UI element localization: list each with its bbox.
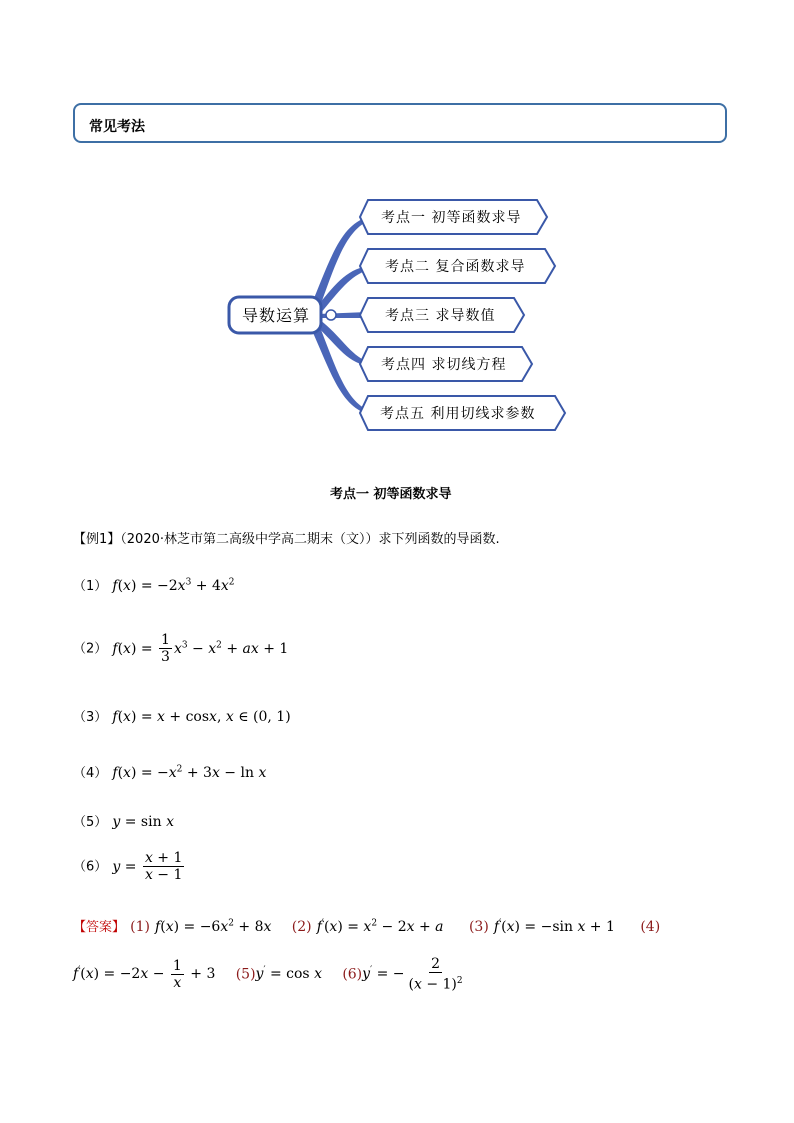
problem-2-label: （2） — [73, 641, 108, 657]
answer-1-formula: $f(x) = -6x^2 + 8x$ — [155, 918, 272, 935]
problem-4 — [73, 762, 266, 781]
answer-line-2 — [73, 956, 467, 993]
problem-5-label: （5） — [73, 815, 108, 830]
mindmap-branch-1: 考点一 初等函数求导 — [381, 210, 522, 226]
mindmap-branch-5: 考点五 利用切线求参数 — [380, 406, 536, 422]
answer-label: 【答案】 — [73, 920, 126, 935]
problem-1 — [73, 575, 235, 594]
problem-4-label: （4） — [73, 766, 108, 781]
example-label: 【例1】 — [73, 532, 121, 547]
answer-5-formula: y′ = cos x — [255, 965, 322, 983]
answer-line-1 — [73, 916, 660, 935]
problem-3-formula: f(x) = x + cosx, x ∈ (0, 1) — [112, 709, 291, 725]
mindmap-root-text: 导数运算 — [242, 306, 311, 325]
example-line — [73, 528, 500, 547]
answer-6-formula: y′ = − $\frac{2}{(x - 1)^2}$ — [362, 956, 463, 993]
problem-1-formula: $f(x) = -2x^3 + 4x^2$ — [112, 577, 235, 594]
problem-4-formula: $f(x) = -x^2 + 3x - \ln x$ — [112, 764, 267, 781]
problem-3-label: （3） — [73, 710, 108, 725]
answer-5-label: (5) — [235, 966, 256, 983]
answer-2-formula: $f'(x) = x^2 - 2x + a$ — [316, 918, 444, 935]
problem-1-label: （1） — [73, 579, 108, 594]
mindmap-branch-3: 考点三 求导数值 — [385, 308, 496, 324]
mindmap-node-dot — [326, 310, 336, 320]
answer-6-label: (6) — [342, 966, 363, 983]
problem-6-formula: y = $\frac{x + 1}{x - 1}$ — [112, 850, 183, 883]
answer-4-formula: f′(x) = −2x − $\frac{1}{x}$ + 3 — [73, 957, 216, 991]
answer-4-label: (4) — [640, 919, 661, 935]
problem-6-label: （6） — [73, 859, 108, 875]
answer-2-label: (2) — [291, 919, 312, 935]
mindmap-branch-4: 考点四 求切线方程 — [381, 357, 507, 373]
example-source: （2020·林芝市第二高级中学高二期末（文））求下列函数的导函数. — [120, 532, 500, 547]
problem-5 — [73, 811, 174, 830]
mindmap — [0, 0, 794, 460]
answer-3-formula: f′(x) = −sin x + 1 — [493, 918, 615, 935]
answer-3-label: (3) — [468, 919, 489, 935]
problem-2 — [73, 632, 288, 665]
problem-2-formula: f(x) = $\frac{1}{3}$ $x^3 - x^2$ + ax + 1 — [112, 632, 289, 665]
answer-1-label: (1) — [130, 919, 150, 935]
section-title: 常见考法 — [89, 119, 145, 135]
problem-5-formula: y = sin x — [112, 814, 174, 830]
topic-heading: 考点一 初等函数求导 — [330, 487, 452, 502]
problem-3 — [73, 706, 291, 725]
problem-6 — [73, 850, 186, 883]
mindmap-branch-2: 考点二 复合函数求导 — [385, 259, 526, 275]
